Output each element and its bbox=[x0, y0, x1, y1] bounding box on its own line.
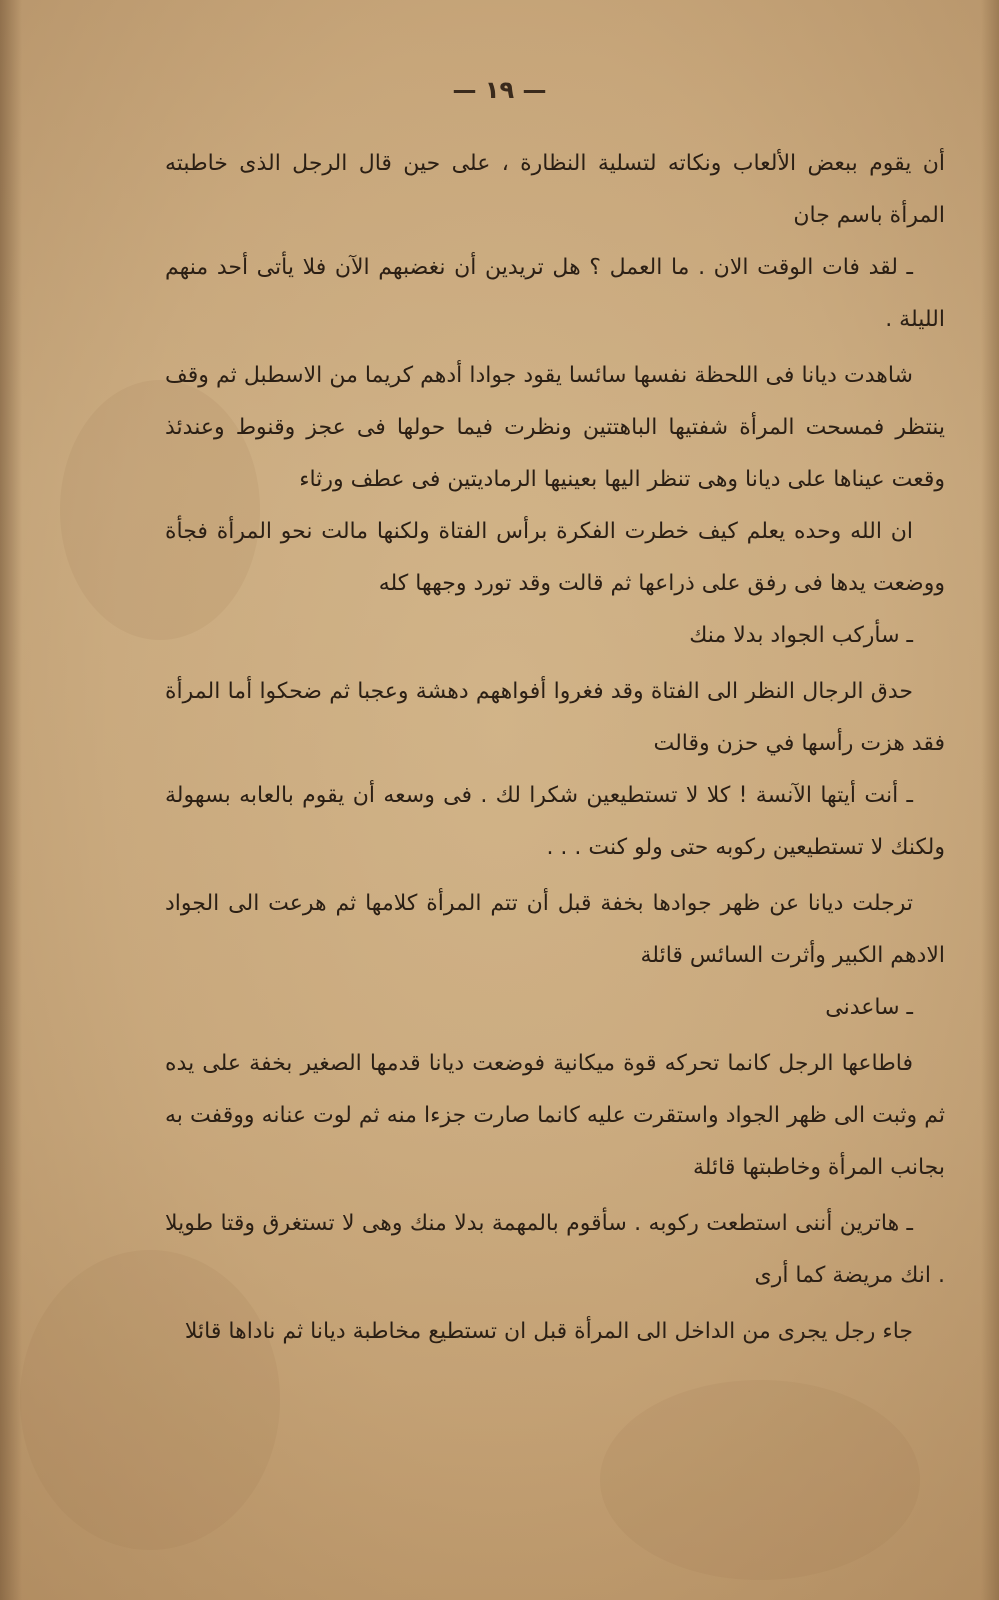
dialogue-paragraph: ـ هاترين أننى استطعت ركوبه . سأقوم بالمهمة بدلا منك وهى لا تستغرق وقتا طويلا . انك مريضة كما أرى bbox=[165, 1211, 945, 1288]
paragraph: شاهدت ديانا فى اللحظة نفسها سائسا يقود جوادا أدهم كريما من الاسطبل ثم وقف ينتظر فمسحت المرأة شفتيها الباهتتين ونظرت فيما حولها فى عجز وقنوط وعندئذ وقعت عيناها على ديانا وهى تنظر اليها بعينيها الرماديتين فى عطف ورثاء bbox=[165, 363, 945, 492]
dialogue-paragraph: ـ سأركب الجواد بدلا منك bbox=[689, 623, 913, 648]
paragraph: ان الله وحده يعلم كيف خطرت الفكرة برأس الفتاة ولكنها مالت نحو المرأة فجأة ووضعت يدها فى رفق على ذراعها ثم قالت وقد تورد وجهها كله bbox=[165, 519, 945, 596]
dialogue-paragraph: ـ أنت أيتها الآنسة ! كلا لا تستطيعين شكرا لك . فى وسعه أن يقوم بالعابه بسهولة ولكنك لا تستطيعين ركوبه حتى ولو كنت . . . bbox=[165, 783, 945, 860]
page-body-text bbox=[165, 138, 945, 1358]
paper-stain bbox=[600, 1380, 920, 1580]
paragraph: أن يقوم ببعض الألعاب ونكاته لتسلية النظارة ، على حين قال الرجل الذى خاطبته المرأة باسم جان bbox=[165, 151, 945, 228]
paragraph: جاء رجل يجرى من الداخل الى المرأة قبل ان تستطيع مخاطبة ديانا ثم ناداها قائلا bbox=[184, 1319, 913, 1344]
page-number: — ١٩ — bbox=[452, 76, 547, 104]
dialogue-paragraph: ـ ساعدنى bbox=[825, 995, 913, 1020]
paragraph: حدق الرجال النظر الى الفتاة وقد فغروا أفواههم دهشة وعجبا ثم ضحكوا أما المرأة فقد هزت رأسها في حزن وقالت bbox=[165, 679, 945, 756]
paragraph: فاطاعها الرجل كانما تحركه قوة ميكانية فوضعت ديانا قدمها الصغير بخفة على يده ثم وثبت الى ظهر الجواد واستقرت عليه كانما صارت جزءا منه ثم لوت عنانه ووقفت به بجانب المرأة وخاطبتها قائلة bbox=[165, 1051, 945, 1180]
dialogue-paragraph: ـ لقد فات الوقت الان . ما العمل ؟ هل تريدين أن نغضبهم الآن فلا يأتى أحد منهم الليلة . bbox=[165, 255, 945, 332]
paragraph: ترجلت ديانا عن ظهر جوادها بخفة قبل أن تتم المرأة كلامها ثم هرعت الى الجواد الادهم الكبير وأثرت السائس قائلة bbox=[165, 891, 945, 968]
